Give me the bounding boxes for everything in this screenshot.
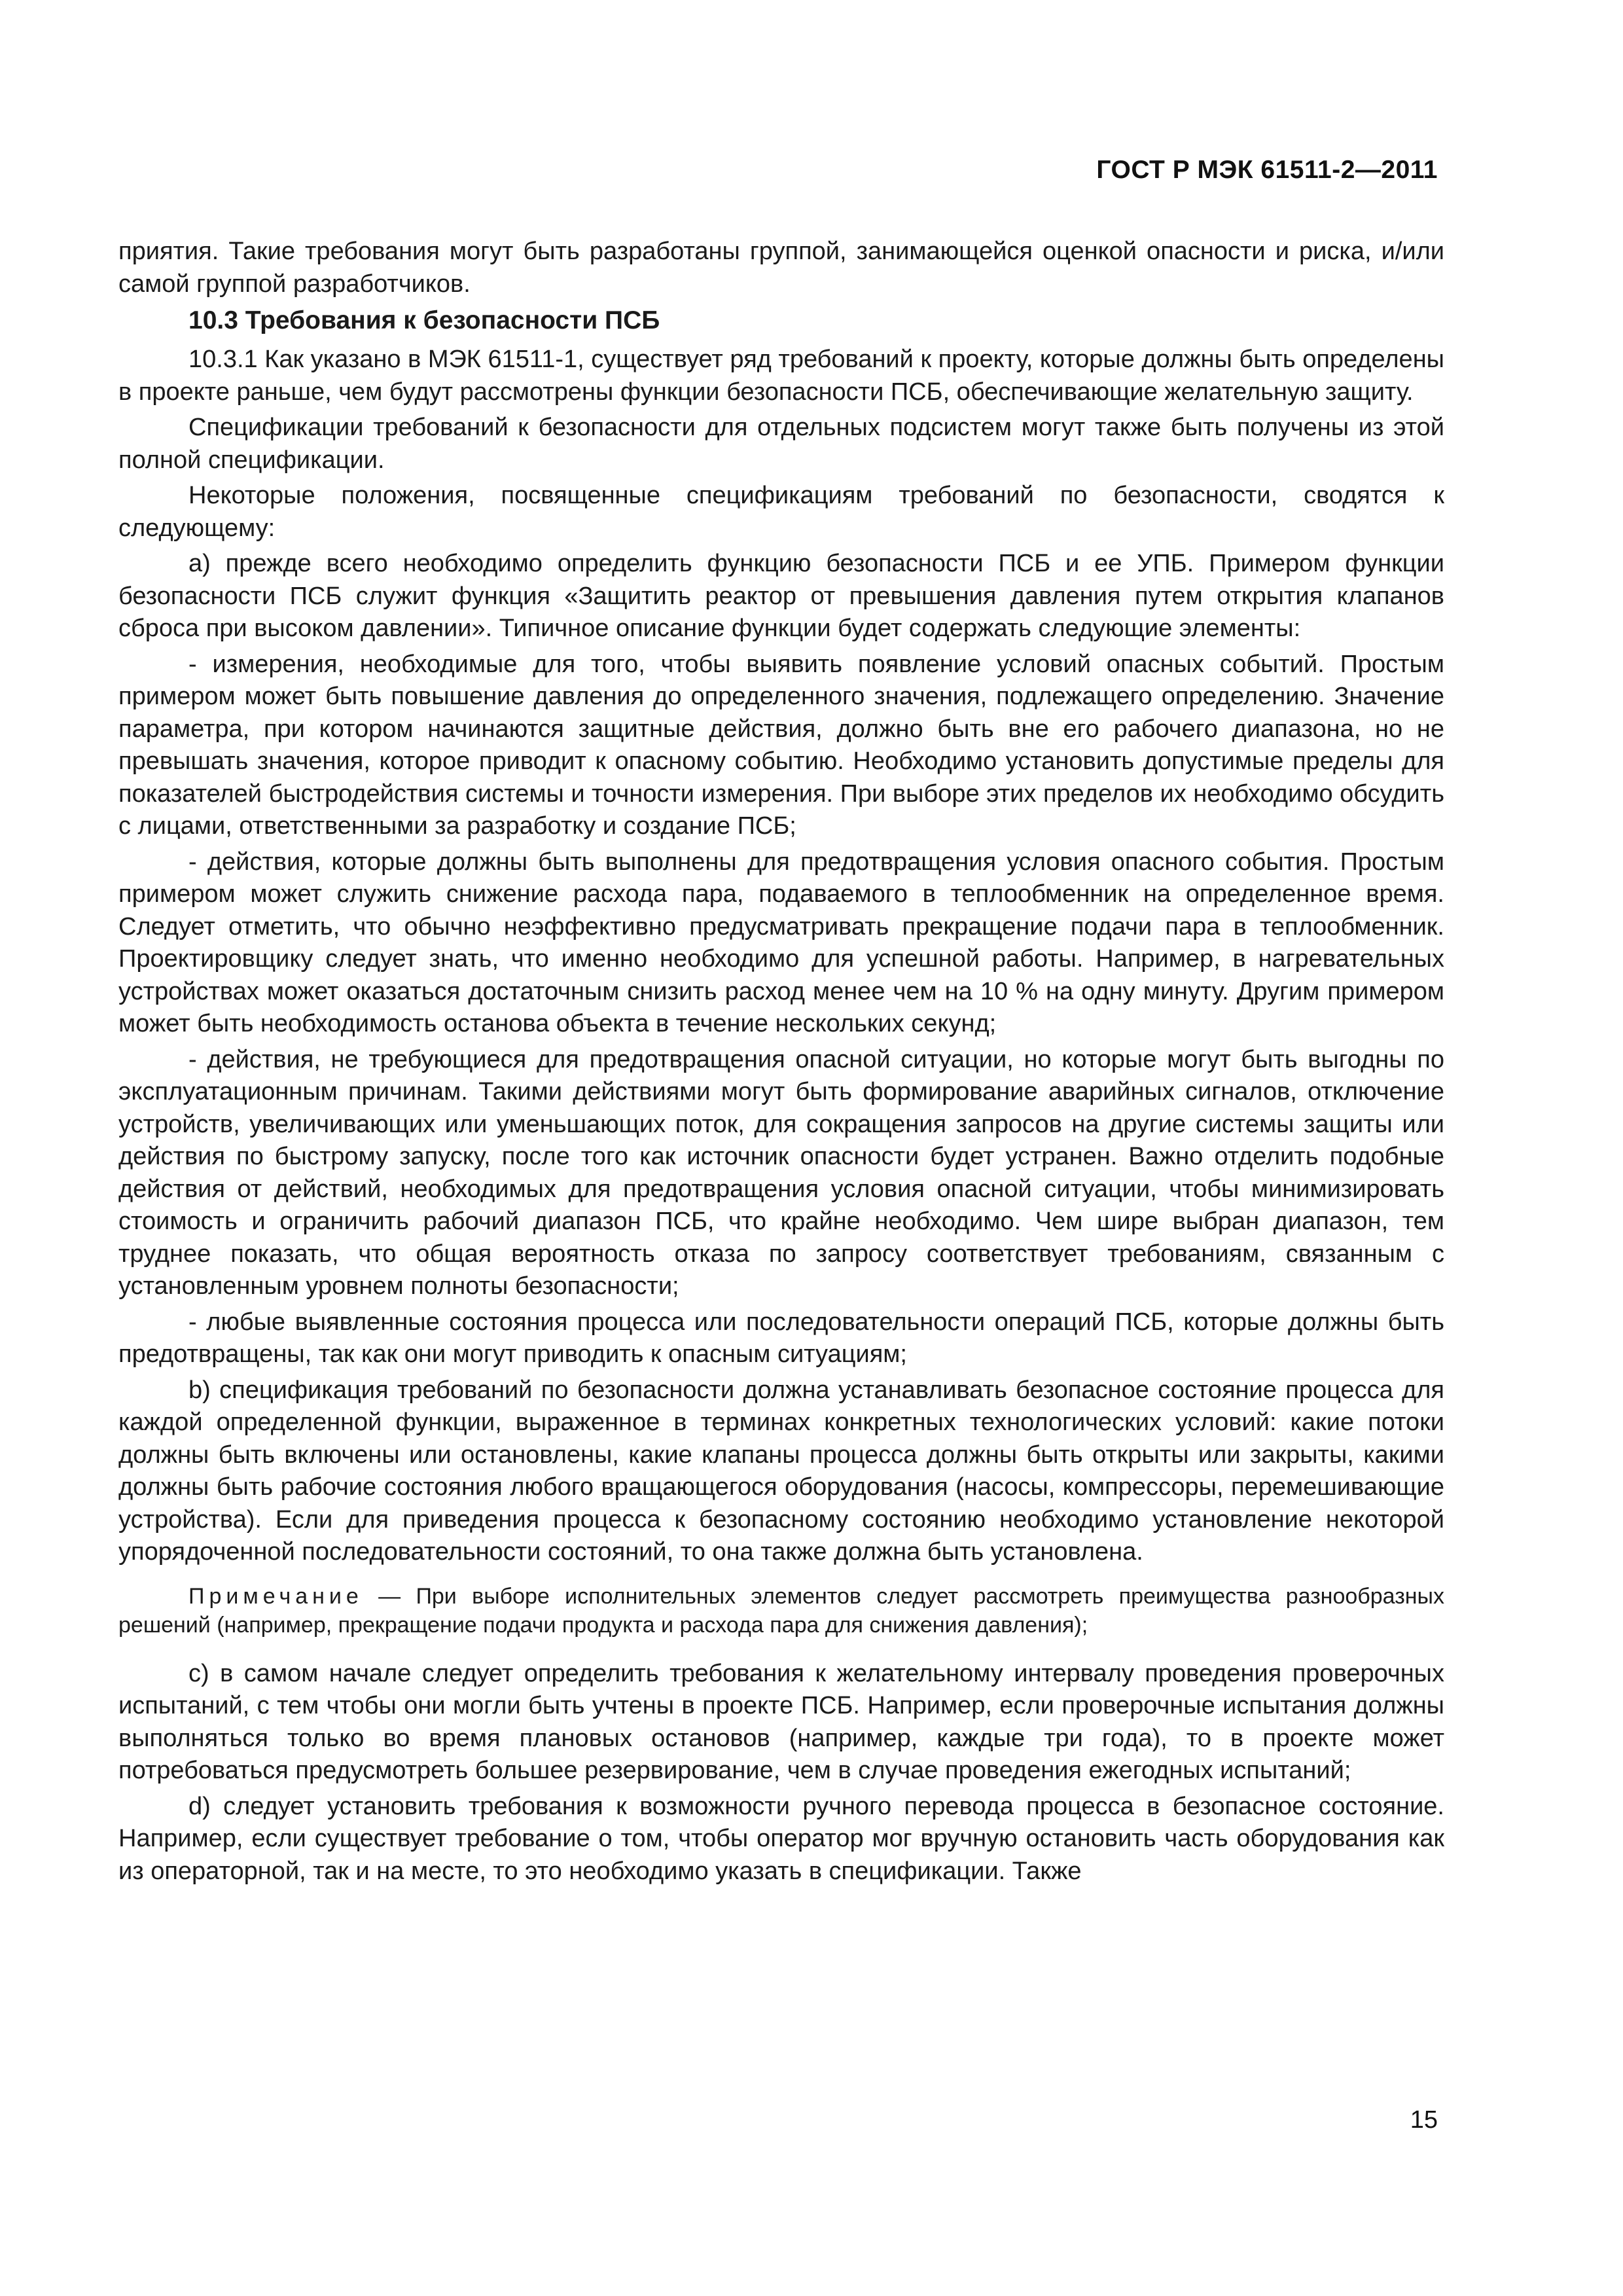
paragraph-intro-continuation: приятия. Такие требования могут быть разработаны группой, занимающейся оценкой опасности и риска, и/или самой группой разработчиков. — [118, 238, 1444, 298]
page-number: 15 — [1410, 2106, 1438, 2134]
list-item-c: c) в самом начале следует определить требования к желательному интервалу проведения проверочных испытаний, с тем чтобы они могли быть учтены в проекте ПСБ. Например, если проверочные испытания должны выполняться только во время плановых остановов (например, каждые три года), то в проекте может потребоваться предусмотреть большее резервирование, чем в случае проведения ежегодных испытаний; — [118, 1659, 1444, 1784]
list-item-a: a) прежде всего необходимо определить функцию безопасности ПСБ и ее УПБ. Примером функции безопасности ПСБ служит функция «Защитить реактор от превышения давления путем открытия клапанов сброса при высоком давлении». Типичное описание функции будет содержать следующие элементы: — [118, 550, 1444, 642]
document-code-header: ГОСТ Р МЭК 61511-2—2011 — [1096, 156, 1438, 184]
paragraph-subsystem-specs: Спецификации требований к безопасности для отдельных подсистем могут также быть получены из этой полной спецификации. — [118, 414, 1444, 474]
paragraph-some-provisions: Некоторые положения, посвященные спецификациям требований по безопасности, сводятся к следующему: — [118, 482, 1444, 542]
note-label: Примечание — [188, 1583, 363, 1609]
dash-item-required-actions: - действия, которые должны быть выполнены для предотвращения условия опасного события. Простым примером может служить снижение расхода пара, подаваемого в теплообменник на определенное время. Следует отметить, что обычно неэффективно предусматривать прекращение подачи пара в теплообменник. Проектировщику следует знать, что именно необходимо для успешной работы. Например, в нагревательных устройствах может оказаться достаточным снизить расход менее чем на 10 % на одну минуту. Другим примером может быть необходимость останова объекта в течение нескольких секунд; — [118, 848, 1444, 1037]
list-item-b: b) спецификация требований по безопасности должна устанавливать безопасное состояние процесса для каждой определенной функции, выраженное в терминах конкретных технологических условий: какие потоки должны быть включены или остановлены, какие клапаны процесса должны быть открыты или закрыты, какими должны быть рабочие состояния любого вращающегося оборудования (насосы, компрессоры, перемешивающие устройства). Если для приведения процесса к безопасному состоянию необходимо установление некоторой упорядоченной последовательности состояний, то она также должна быть установлена. — [118, 1376, 1444, 1566]
document-body — [118, 236, 1444, 1891]
note-block — [118, 1582, 1444, 1640]
dash-item-measurements: - измерения, необходимые для того, чтобы выявить появление условий опасных событий. Простым примером может быть повышение давления до определенного значения, подлежащего определению. Значение параметра, при котором начинаются защитные действия, должно быть вне его рабочего диапазона, но не превышать значения, которое приводит к опасному событию. Необходимо установить допустимые пределы для показателей быстродействия системы и точности измерения. При выборе этих пределов их необходимо обсудить с лицами, ответственными за разработку и создание ПСБ; — [118, 650, 1444, 840]
section-heading-10-3: 10.3 Требования к безопасности ПСБ — [188, 306, 660, 334]
note-text: — При выборе исполнительных элементов следует рассмотреть преимущества разнообразных решений (например, прекращение подачи продукта и расхода пара для снижения давления); — [118, 1583, 1444, 1638]
list-item-d: d) следует установить требования к возможности ручного перевода процесса в безопасное состояние. Например, если существует требование о том, чтобы оператор мог вручную остановить часть оборудования как из операторной, так и на месте, то это необходимо указать в спецификации. Также — [118, 1792, 1444, 1885]
dash-item-process-states: - любые выявленные состояния процесса или последовательности операций ПСБ, которые должны быть предотвращены, так как они могут приводить к опасным ситуациям; — [118, 1308, 1444, 1368]
paragraph-10-3-1: 10.3.1 Как указано в МЭК 61511-1, существует ряд требований к проекту, которые должны быть определены в проекте раньше, чем будут рассмотрены функции безопасности ПСБ, обеспечивающие желательную защиту. — [118, 346, 1444, 406]
dash-item-optional-actions: - действия, не требующиеся для предотвращения опасной ситуации, но которые могут быть выгодны по эксплуатационным причинам. Такими действиями могут быть формирование аварийных сигналов, отключение устройств, увеличивающих или уменьшающих поток, для сокращения запросов на другие системы защиты или действия по быстрому запуску, после того как источник опасности будет устранен. Важно отделить подобные действия от действий, необходимых для предотвращения условия опасной ситуации, чтобы минимизировать стоимость и ограничить рабочий диапазон ПСБ, что крайне необходимо. Чем шире выбран диапазон, тем труднее показать, что общая вероятность отказа по запросу соответствует требованиям, связанным с установленным уровнем полноты безопасности; — [118, 1045, 1444, 1300]
